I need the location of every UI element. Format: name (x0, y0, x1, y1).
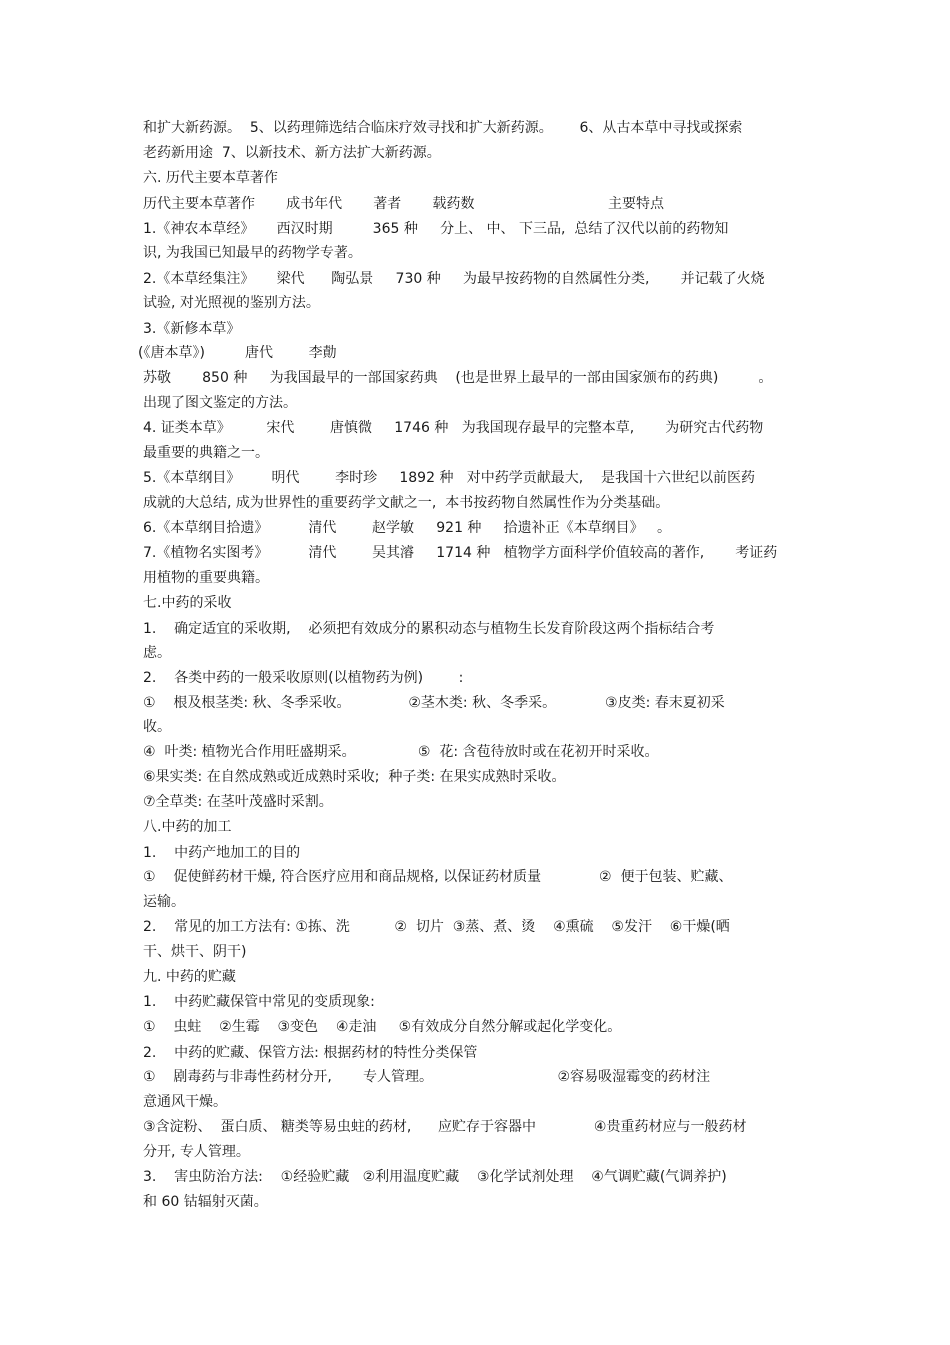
text-line: 历代主要本草著作 成书年代 著者 载药数 主要特点 (143, 196, 664, 212)
text-line: 识, 为我国已知最早的药物学专著。 (143, 245, 362, 261)
text-line: 收。 (143, 719, 171, 735)
text-line: 六. 历代主要本草著作 (143, 170, 278, 186)
text-line: 和扩大新药源。 5、以药理筛选结合临床疗效寻找和扩大新药源。 6、从古本草中寻找或探索 (143, 120, 743, 136)
text-line: ⑥果实类: 在自然成熟或近成熟时采收; 种子类: 在果实成熟时采收。 (143, 769, 566, 785)
text-line: 2. 常见的加工方法有: ①拣、洗 ② 切片 ③蒸、煮、烫 ④熏硫 ⑤发汗 ⑥干燥(晒 (143, 919, 730, 935)
text-line: 意通风干燥。 (143, 1094, 227, 1110)
text-line: 老药新用途 7、以新技术、新方法扩大新药源。 (143, 145, 441, 161)
text-line: 7.《植物名实图考》 清代 吴其濬 1714 种 植物学方面科学价值较高的著作, 考证药 (143, 545, 778, 561)
text-line: 1. 中药贮藏保管中常见的变质现象: (143, 994, 375, 1010)
text-line: 4. 证类本草》 宋代 唐慎微 1746 种 为我国现存最早的完整本草, 为研究古代药物 (143, 420, 764, 436)
text-line: 1. 确定适宜的采收期, 必须把有效成分的累积动态与植物生长发育阶段这两个指标结合考 (143, 621, 715, 637)
text-line: 3.《新修本草》 (143, 321, 241, 337)
text-line: ① 促使鲜药材干燥, 符合医疗应用和商品规格, 以保证药材质量 ② 便于包装、贮藏、 (143, 869, 733, 885)
text-line: 5.《本草纲目》 明代 李时珍 1892 种 对中药学贡献最大, 是我国十六世纪以前医药 (143, 470, 756, 486)
text-line: 分开, 专人管理。 (143, 1144, 250, 1160)
text-line: 苏敬 850 种 为我国最早的一部国家药典 (也是世界上最早的一部由国家颁布的药典) 。 (143, 370, 773, 386)
text-line: 用植物的重要典籍。 (143, 570, 269, 586)
text-line: 干、烘干、阴干) (143, 944, 247, 960)
text-line: ④ 叶类: 植物光合作用旺盛期采。 ⑤ 花: 含苞待放时或在花初开时采收。 (143, 744, 659, 760)
text-line: (《唐本草》) 唐代 李勣 (138, 345, 337, 361)
text-line: 2.《本草经集注》 梁代 陶弘景 730 种 为最早按药物的自然属性分类, 并记载了火烧 (143, 271, 765, 287)
text-line: 九. 中药的贮藏 (143, 969, 236, 985)
text-line: 试验, 对光照视的鉴别方法。 (143, 295, 320, 311)
text-line: 2. 中药的贮藏、保管方法: 根据药材的特性分类保管 (143, 1045, 478, 1061)
text-line: 和 60 钴辐射灭菌。 (143, 1194, 268, 1210)
text-line: ① 根及根茎类: 秋、冬季采收。 ②茎木类: 秋、冬季采。 ③皮类: 春末夏初采 (143, 695, 725, 711)
text-line: ⑦全草类: 在茎叶茂盛时采割。 (143, 794, 333, 810)
text-line: ① 剧毒药与非毒性药材分开, 专人管理。 ②容易吸湿霉变的药材注 (143, 1069, 711, 1085)
text-line: 6.《本草纲目拾遗》 清代 赵学敏 921 种 拾遗补正《本草纲目》 。 (143, 520, 672, 536)
text-line: 2. 各类中药的一般采收原则(以植物药为例) : (143, 670, 464, 686)
text-line: ① 虫蛀 ②生霉 ③变色 ④走油 ⑤有效成分自然分解或起化学变化。 (143, 1019, 622, 1035)
text-line: 1. 中药产地加工的目的 (143, 845, 301, 861)
text-line: 1.《神农本草经》 西汉时期 365 种 分上、 中、 下三品, 总结了汉代以前的药物知 (143, 221, 729, 237)
text-line: 七.中药的采收 (143, 595, 232, 611)
text-line: 最重要的典籍之一。 (143, 445, 269, 461)
text-line: 八.中药的加工 (143, 819, 232, 835)
text-line: 虑。 (143, 645, 171, 661)
text-line: ③含淀粉、 蛋白质、 糖类等易虫蛀的药材, 应贮存于容器中 ④贵重药材应与一般药材 (143, 1119, 747, 1135)
text-line: 成就的大总结, 成为世界性的重要药学文献之一, 本书按药物自然属性作为分类基础。 (143, 495, 670, 511)
text-line: 3. 害虫防治方法: ①经验贮藏 ②利用温度贮藏 ③化学试剂处理 ④气调贮藏(气调养护) (143, 1169, 727, 1185)
text-line: 出现了图文鉴定的方法。 (143, 395, 297, 411)
text-line: 运输。 (143, 894, 185, 910)
